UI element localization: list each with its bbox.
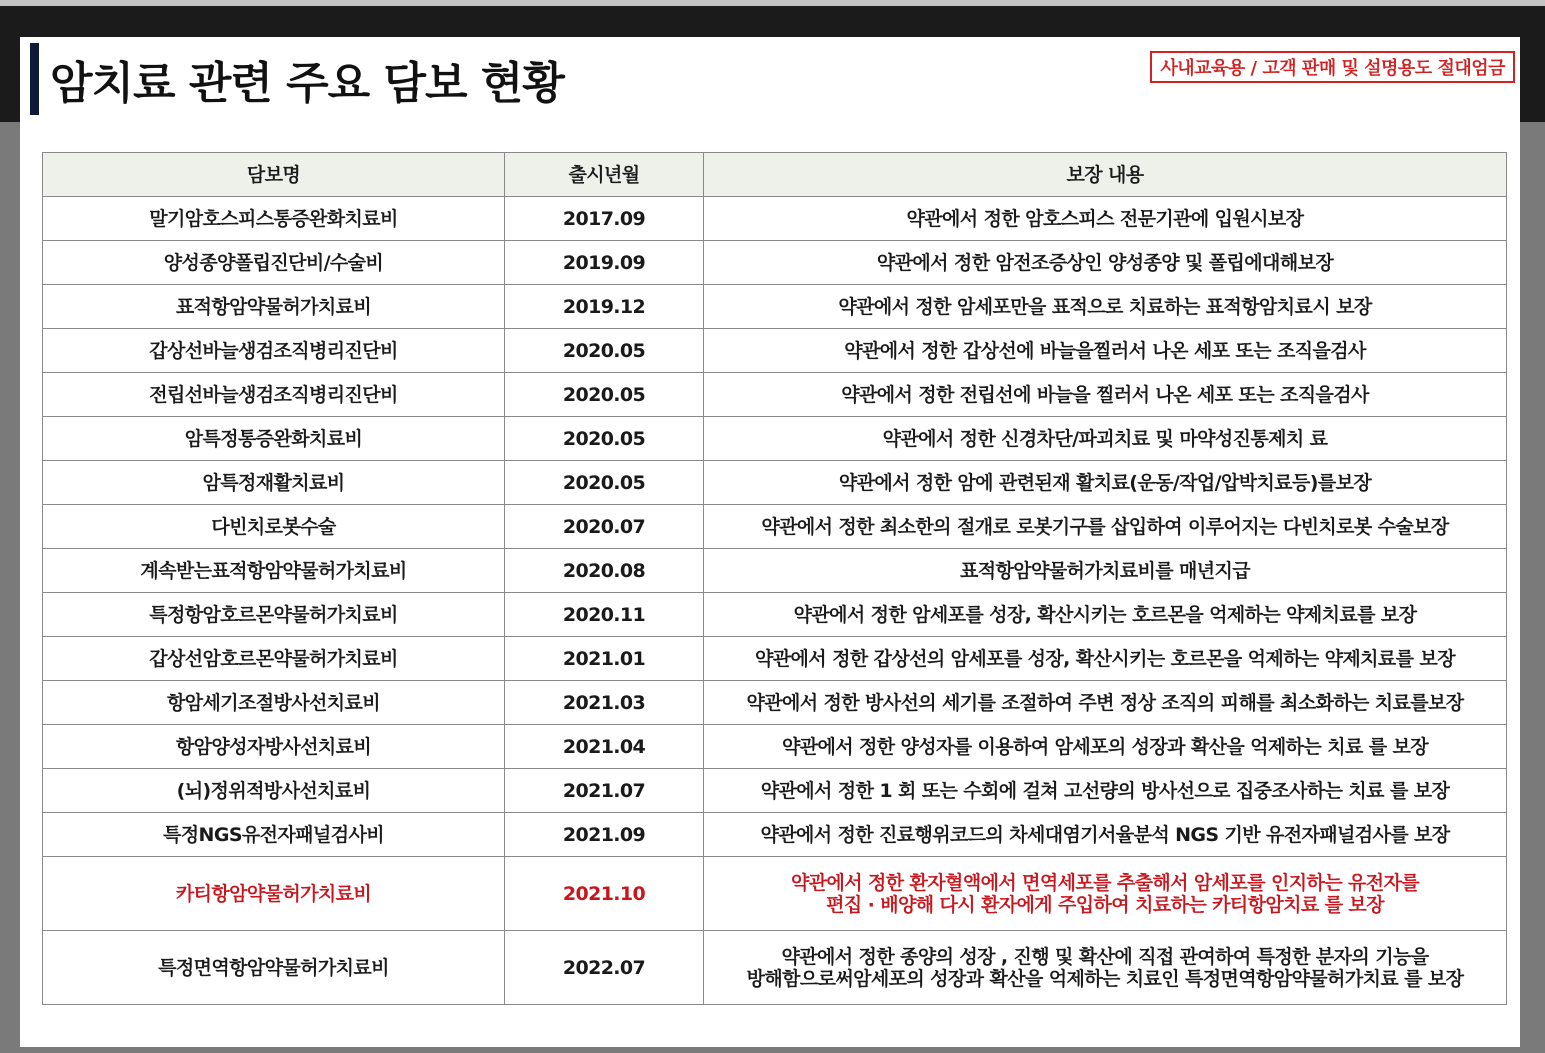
table-row: [43, 329, 1507, 373]
table-row: [43, 725, 1507, 769]
release-date: 2021.01: [505, 637, 704, 681]
description-line-1: 약관에서 정한 종양의 성장 , 진행 및 확산에 직접 관여하여 특정한 분자의 기능을: [781, 945, 1429, 968]
coverage-name: 특정항암호르몬약물허가치료비: [43, 593, 505, 637]
internal-use-notice: 사내교육용 / 고객 판매 및 설명용도 절대엄금: [1150, 51, 1515, 83]
coverage-description: 약관에서 정한 진료행위코드의 차세대염기서율분석 NGS 기반 유전자패널검사를 보장: [704, 813, 1507, 857]
table-row: [43, 505, 1507, 549]
coverage-description: 약관에서 정한 갑상선의 암세포를 성장, 확산시키는 호르몬을 억제하는 약제치료를 보장: [704, 637, 1507, 681]
coverage-name: 갑상선바늘생검조직병리진단비: [43, 329, 505, 373]
coverage-name: 카티항암약물허가치료비: [43, 857, 505, 931]
table-row: [43, 241, 1507, 285]
table-row: [43, 931, 1507, 1005]
table-row: [43, 549, 1507, 593]
coverage-description: 약관에서 정한 신경차단/파괴치료 및 마약성진통제치 료: [704, 417, 1507, 461]
release-date: 2019.09: [505, 241, 704, 285]
table-row: [43, 593, 1507, 637]
coverage-description: 약관에서 정한 암세포만을 표적으로 치료하는 표적항암치료시 보장: [704, 285, 1507, 329]
coverage-description: 약관에서 정한 양성자를 이용하여 암세포의 성장과 확산을 억제하는 치료 를 보장: [704, 725, 1507, 769]
release-date: 2021.03: [505, 681, 704, 725]
table-row: [43, 417, 1507, 461]
release-date: 2017.09: [505, 197, 704, 241]
release-date: 2020.05: [505, 417, 704, 461]
release-date: 2020.05: [505, 329, 704, 373]
release-date: 2021.07: [505, 769, 704, 813]
table-row: [43, 373, 1507, 417]
table-row: [43, 637, 1507, 681]
coverage-name: 항암양성자방사선치료비: [43, 725, 505, 769]
coverage-name: 특정NGS유전자패널검사비: [43, 813, 505, 857]
coverage-description: 표적항암약물허가치료비를 매년지급: [704, 549, 1507, 593]
column-header-date: 출시년월: [505, 153, 704, 197]
coverage-description: [704, 931, 1507, 1005]
description-line-2: 편집 · 배양해 다시 환자에게 주입하여 치료하는 카티항암치료 를 보장: [826, 893, 1384, 916]
coverage-name: 표적항암약물허가치료비: [43, 285, 505, 329]
coverage-name: 암특정통증완화치료비: [43, 417, 505, 461]
coverage-description: 약관에서 정한 암세포를 성장, 확산시키는 호르몬을 억제하는 약제치료를 보장: [704, 593, 1507, 637]
coverage-table: [42, 152, 1507, 1005]
coverage-name: (뇌)정위적방사선치료비: [43, 769, 505, 813]
release-date: 2020.05: [505, 461, 704, 505]
release-date: 2021.10: [505, 857, 704, 931]
table-row: [43, 769, 1507, 813]
release-date: 2020.11: [505, 593, 704, 637]
table-row-highlighted: [43, 857, 1507, 931]
table-row: [43, 461, 1507, 505]
coverage-name: 항암세기조절방사선치료비: [43, 681, 505, 725]
description-line-1: 약관에서 정한 환자혈액에서 면역세포를 추출해서 암세포를 인지하는 유전자를: [791, 871, 1419, 894]
coverage-description: 약관에서 정한 최소한의 절개로 로봇기구를 삽입하여 이루어지는 다빈치로봇 수술보장: [704, 505, 1507, 549]
title-accent-bar: [30, 43, 39, 115]
release-date: 2022.07: [505, 931, 704, 1005]
coverage-name: 전립선바늘생검조직병리진단비: [43, 373, 505, 417]
slide: [20, 37, 1520, 1047]
coverage-description: 약관에서 정한 1 회 또는 수회에 걸쳐 고선량의 방사선으로 집중조사하는 치료 를 보장: [704, 769, 1507, 813]
page-title: 암치료 관련 주요 담보 현황: [50, 58, 564, 109]
coverage-name: 특정면역항암약물허가치료비: [43, 931, 505, 1005]
release-date: 2021.04: [505, 725, 704, 769]
release-date: 2020.08: [505, 549, 704, 593]
coverage-name: 다빈치로봇수술: [43, 505, 505, 549]
coverage-description: 약관에서 정한 암에 관련된재 활치료(운동/작업/압박치료등)를보장: [704, 461, 1507, 505]
table-row: [43, 285, 1507, 329]
coverage-description: 약관에서 정한 암전조증상인 양성종양 및 폴립에대해보장: [704, 241, 1507, 285]
coverage-description: 약관에서 정한 암호스피스 전문기관에 입원시보장: [704, 197, 1507, 241]
coverage-description: 약관에서 정한 갑상선에 바늘을찔러서 나온 세포 또는 조직을검사: [704, 329, 1507, 373]
column-header-name: 담보명: [43, 153, 505, 197]
coverage-name: 갑상선암호르몬약물허가치료비: [43, 637, 505, 681]
release-date: 2020.05: [505, 373, 704, 417]
coverage-name: 계속받는표적항암약물허가치료비: [43, 549, 505, 593]
column-header-coverage: 보장 내용: [704, 153, 1507, 197]
release-date: 2020.07: [505, 505, 704, 549]
table-header-row: [43, 153, 1507, 197]
coverage-description: [704, 857, 1507, 931]
table-row: [43, 813, 1507, 857]
table-row: [43, 197, 1507, 241]
release-date: 2021.09: [505, 813, 704, 857]
coverage-name: 말기암호스피스통증완화치료비: [43, 197, 505, 241]
table-row: [43, 681, 1507, 725]
coverage-description: 약관에서 정한 방사선의 세기를 조절하여 주변 정상 조직의 피해를 최소화하는 치료를보장: [704, 681, 1507, 725]
coverage-description: 약관에서 정한 전립선에 바늘을 찔러서 나온 세포 또는 조직을검사: [704, 373, 1507, 417]
coverage-name: 암특정재활치료비: [43, 461, 505, 505]
description-line-2: 방해함으로써암세포의 성장과 확산을 억제하는 치료인 특정면역항암약물허가치료 를 보장: [746, 967, 1464, 990]
release-date: 2019.12: [505, 285, 704, 329]
coverage-name: 양성종양폴립진단비/수술비: [43, 241, 505, 285]
